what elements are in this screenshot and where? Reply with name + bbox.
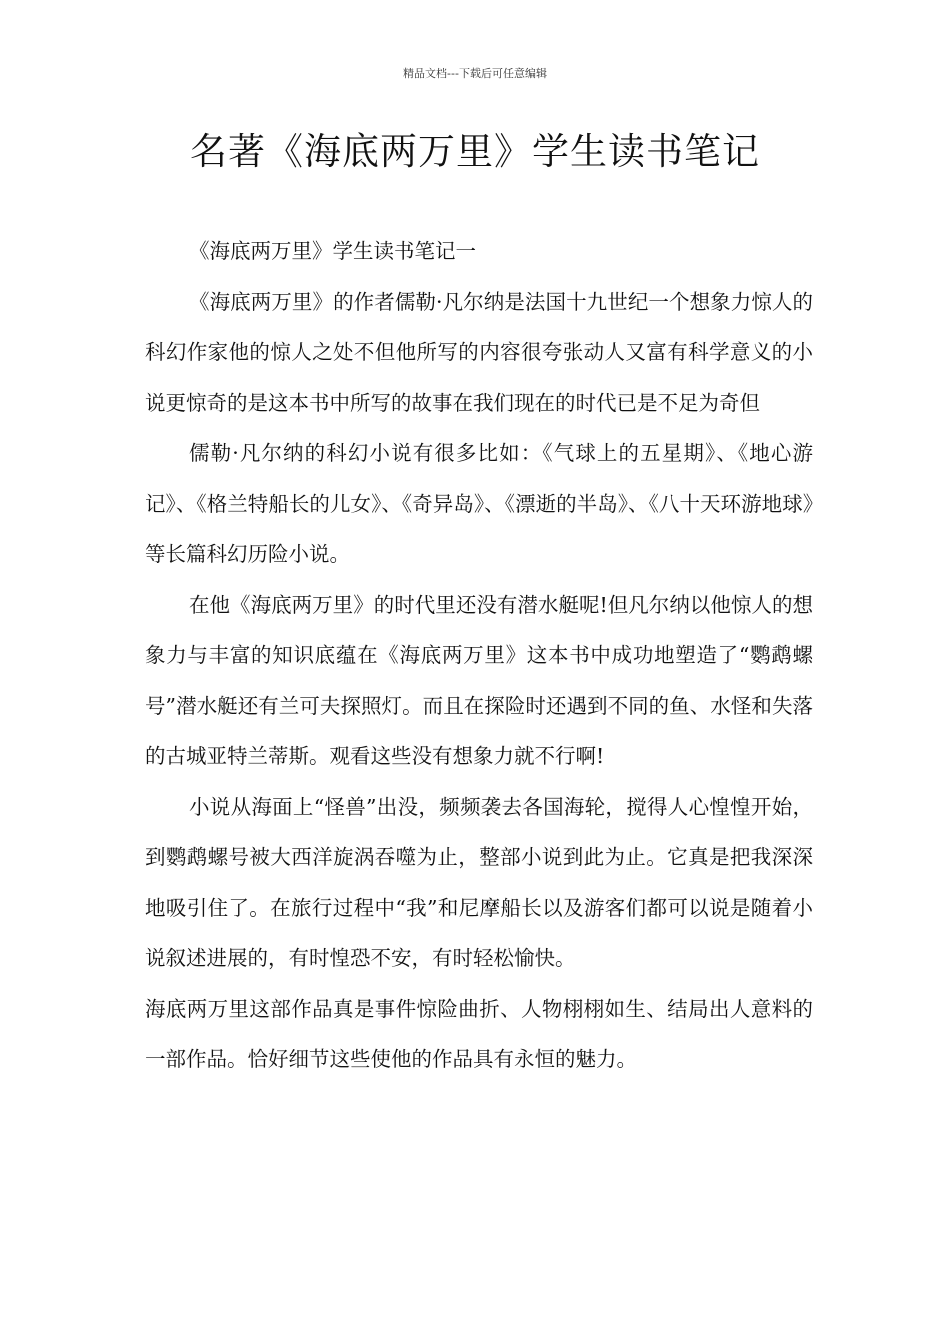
subtitle-paragraph: 《海底两万里》学生读书笔记一: [189, 239, 476, 263]
body-paragraph: 海底两万里这部作品真是事件惊险曲折、人物栩栩如生、结局出人意料的一部作品。恰好细节这些使他的作品具有永恒的魅力。: [145, 996, 813, 1071]
body-paragraph: 儒勒·凡尔纳的科幻小说有很多比如：《气球上的五星期》、《地心游记》、《格兰特船长的儿女》、《奇异岛》、《漂逝的半岛》、《八十天环游地球》等长篇科幻历险小说。: [145, 441, 813, 566]
document-title: 名著《海底两万里》学生读书笔记: [190, 130, 760, 173]
body-paragraph: 《海底两万里》的作者儒勒·凡尔纳是法国十九世纪一个想象力惊人的科幻作家他的惊人之处不但他所写的内容很夸张动人又富有科学意义的小说更惊奇的是这本书中所写的故事在我们现在的时代已是不足为奇但: [145, 289, 813, 415]
body-paragraph: 在他《海底两万里》的时代里还没有潜水艇呢!但凡尔纳以他惊人的想象力与丰富的知识底蕴在《海底两万里》这本书中成功地塑造了“鹦鹉螺号”潜水艇还有兰可夫探照灯。而且在探险时还遇到不同的鱼、水怪和失落的古城亚特兰蒂斯。观看这些没有想象力就不行啊!: [145, 592, 813, 768]
document-body: [145, 226, 813, 1085]
body-paragraph: 小说从海面上“怪兽”出没，频频袭去各国海轮，搅得人心惶惶开始，到鹦鹉螺号被大西洋旋涡吞噬为止，整部小说到此为止。它真是把我深深地吸引住了。在旅行过程中“我”和尼摩船长以及游客们都可以说是随着小说叙述进展的，有时惶恐不安，有时轻松愉快。: [145, 794, 813, 970]
header-note: 精品文档---下载后可任意编辑: [403, 67, 547, 80]
